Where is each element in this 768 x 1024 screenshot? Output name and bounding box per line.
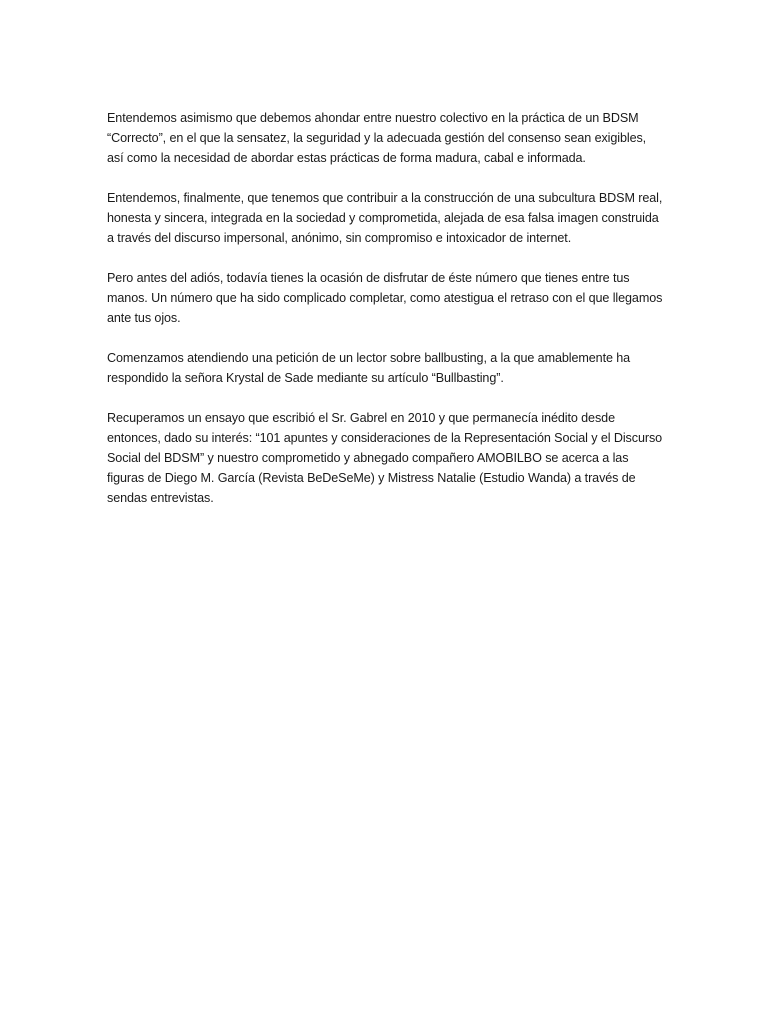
document-body [107,108,663,528]
paragraph-2: Entendemos, finalmente, que tenemos que contribuir a la construcción de una subcultura BDSM real, honesta y sincera, integrada en la sociedad y comprometida, alejada de esa falsa imagen construida a través del discurso impersonal, anónimo, sin compromiso e intoxicador de internet. [107,191,663,245]
paragraph-3: Pero antes del adiós, todavía tienes la ocasión de disfrutar de éste número que tienes entre tus manos. Un número que ha sido complicado completar, como atestigua el retraso con el que llegamos ante tus ojos. [107,271,663,325]
paragraph-1: Entendemos asimismo que debemos ahondar entre nuestro colectivo en la práctica de un BDSM “Correcto”, en el que la sensatez, la seguridad y la adecuada gestión del consenso sean exigibles, así como la necesidad de abordar estas prácticas de forma madura, cabal e informada. [107,111,647,165]
paragraph-5: Recuperamos un ensayo que escribió el Sr. Gabrel en 2010 y que permanecía inédito desde entonces, dado su interés: “101 apuntes y consideraciones de la Representación Social y el Discurso Social del BDSM” y nuestro comprometido y abnegado compañero AMOBILBO se acerca a las figuras de Diego M. García (Revista BeDeSeMe) y Mistress Natalie (Estudio Wanda) a través de sendas entrevistas. [107,411,663,505]
paragraph-4: Comenzamos atendiendo una petición de un lector sobre ballbusting, a la que amablemente ha respondido la señora Krystal de Sade mediante su artículo “Bullbasting”. [107,351,631,385]
